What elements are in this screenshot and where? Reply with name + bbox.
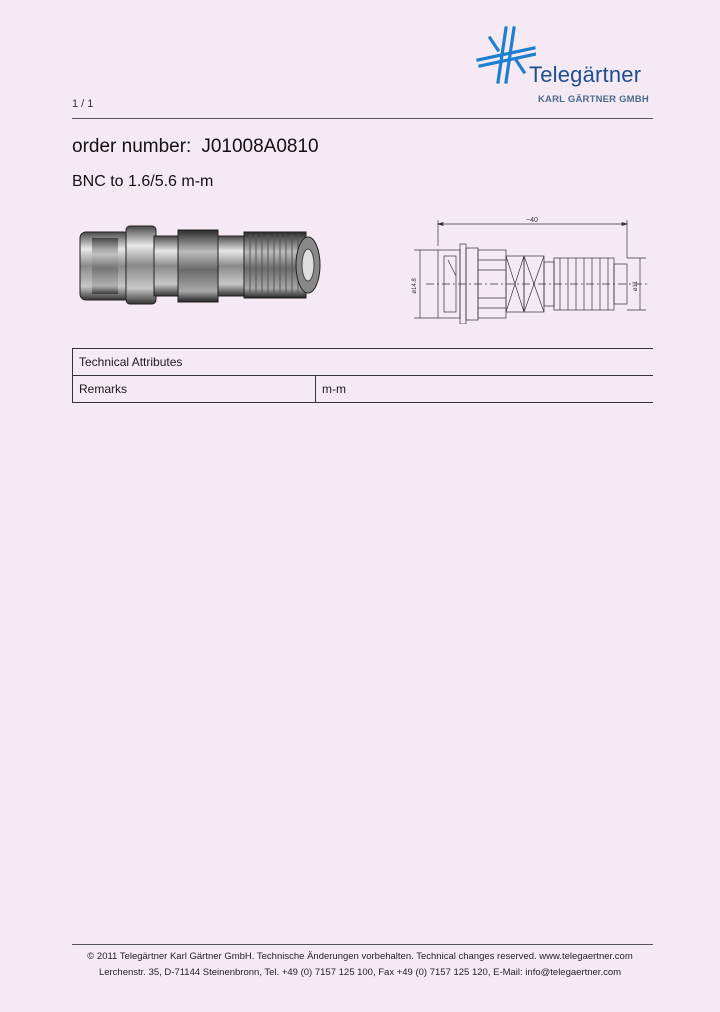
technical-attributes-table <box>72 348 653 403</box>
table-header-row <box>73 349 654 376</box>
right-diameter-label: ø11 <box>633 281 639 291</box>
product-photo <box>78 210 323 305</box>
page-number: 1 / 1 <box>72 98 94 110</box>
length-dimension-label: ~40 <box>526 217 538 224</box>
order-number-line <box>72 136 319 158</box>
order-label: order number: <box>72 136 192 157</box>
company-logo <box>476 24 676 114</box>
left-diameter-label: ø14.8 <box>412 278 418 294</box>
table-row <box>73 376 654 403</box>
brand-name: Telegärtner <box>529 62 642 87</box>
brand-subtitle: KARL GÄRTNER GMBH <box>538 94 649 105</box>
telegaertner-logo-icon <box>476 24 536 84</box>
product-description: BNC to 1.6/5.6 m-m <box>72 173 214 190</box>
header-divider <box>72 118 653 119</box>
technical-drawing <box>406 214 651 324</box>
table-heading: Technical Attributes <box>73 349 654 376</box>
footer-copyright: © 2011 Telegärtner Karl Gärtner GmbH. Technische Änderungen vorbehalten. Technical changes reserved. www.telegaertner.com <box>87 951 633 962</box>
footer-divider <box>72 944 653 945</box>
order-number: J01008A0810 <box>201 136 319 157</box>
footer-address: Lerchenstr. 35, D-71144 Steinenbronn, Tel. +49 (0) 7157 125 100, Fax +49 (0) 7157 125 120, E-Mail: info@telegaertner.com <box>98 967 622 978</box>
attribute-value: m-m <box>316 376 654 403</box>
attribute-name: Remarks <box>73 376 316 403</box>
